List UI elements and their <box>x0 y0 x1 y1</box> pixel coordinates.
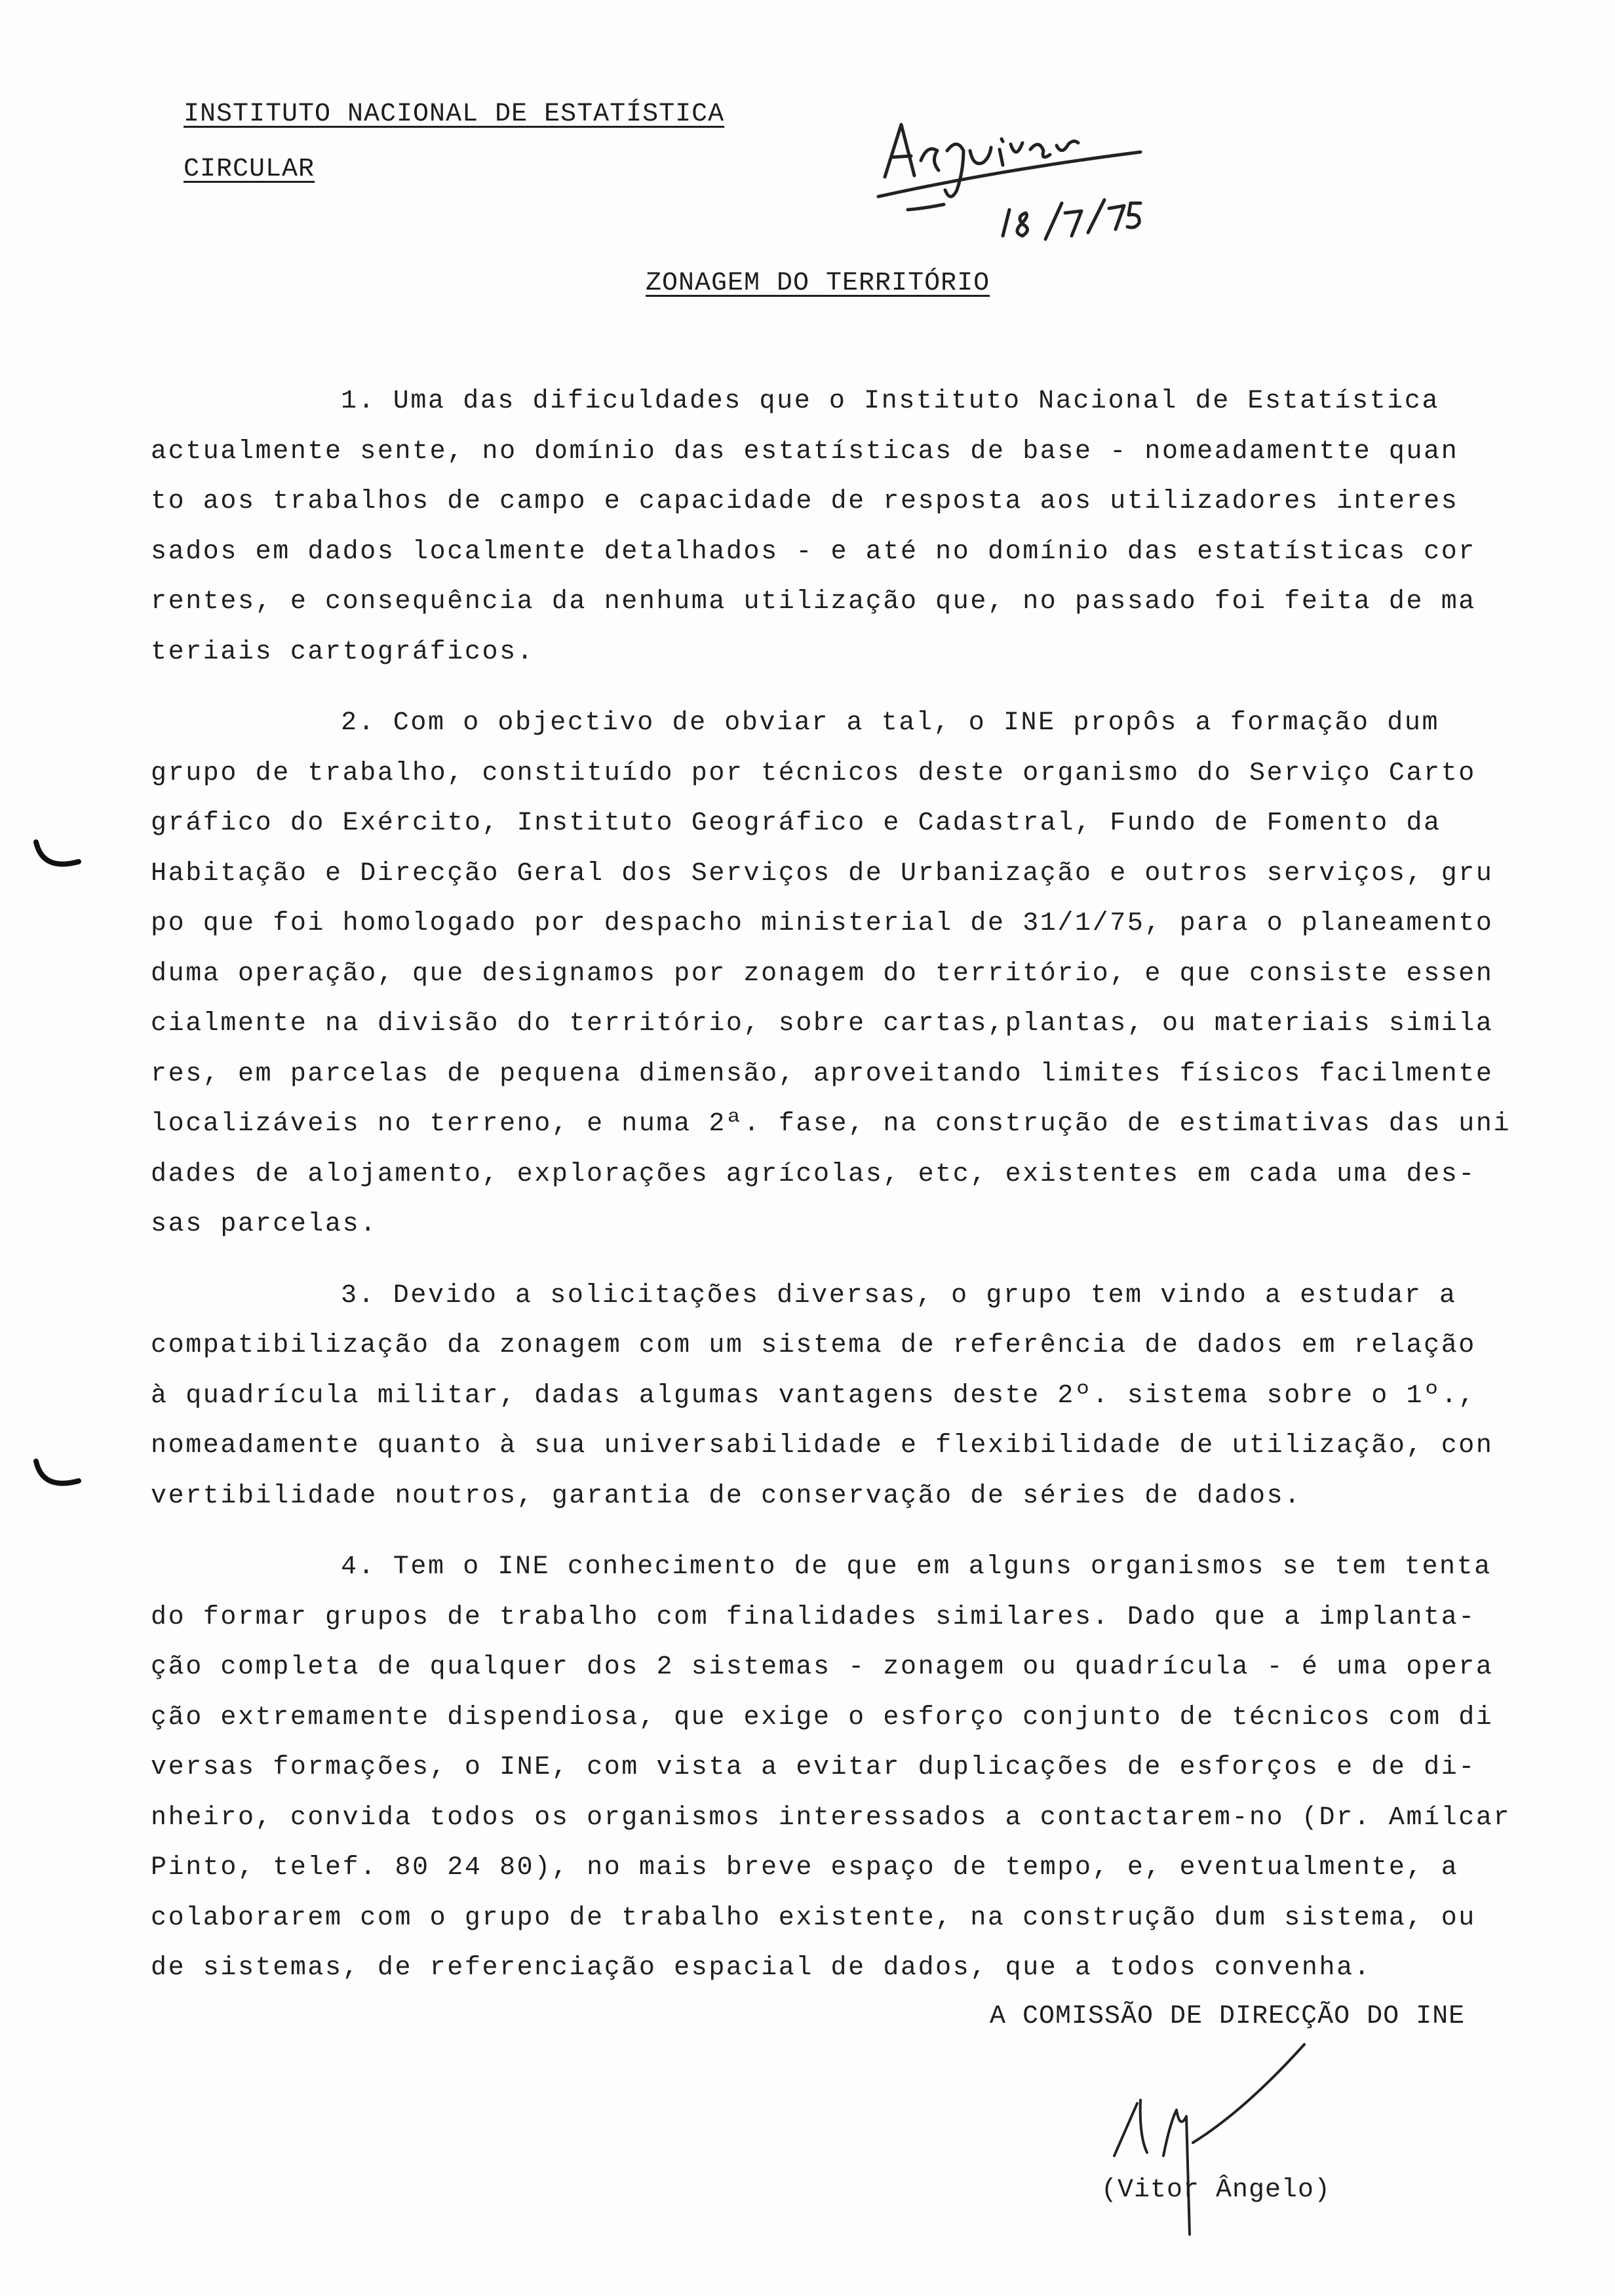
text-line: rentes, e consequência da nenhuma utilização que, no passado foi feita de ma <box>151 587 1476 617</box>
text-line: nomeadamente quanto à sua universabilidade e flexibilidade de utilização, con <box>151 1431 1494 1461</box>
text-line: Pinto, telef. 80 24 80), no mais breve espaço de tempo, e, eventualmente, a <box>151 1853 1459 1883</box>
paragraph-2 <box>151 698 1514 1250</box>
signer-name: (Vitor Ângelo) <box>1101 2175 1331 2205</box>
text-line: grupo de trabalho, constituído por técnicos deste organismo do Serviço Carto <box>151 758 1476 788</box>
institute-heading: INSTITUTO NACIONAL DE ESTATÍSTICA <box>184 100 725 129</box>
text-line: sas parcelas. <box>151 1210 378 1239</box>
text-line: dades de alojamento, explorações agrícolas, etc, existentes em cada uma des- <box>151 1159 1476 1189</box>
paragraph-4 <box>151 1542 1514 1994</box>
text-line: ção extremamente dispendiosa, que exige o esforço conjunto de técnicos com di <box>151 1702 1494 1732</box>
text-line: actualmente sente, no domínio das estatísticas de base - nomeadamentte quan <box>151 436 1459 467</box>
text-line: 1. Uma das dificuldades que o Instituto Nacional de Estatística <box>341 387 1440 416</box>
text-line: sados em dados localmente detalhados - e até no domínio das estatísticas cor <box>151 537 1476 567</box>
paragraph-1 <box>151 377 1514 678</box>
circular-body <box>151 377 1514 1994</box>
text-line: teriais cartográficos. <box>151 637 535 667</box>
closing-line: A COMISSÃO DE DIRECÇÃO DO INE <box>990 2002 1466 2031</box>
text-line: to aos trabalhos de campo e capacidade de resposta aos utilizadores interes <box>151 487 1459 516</box>
text-line: Habitação e Direcção Geral dos Serviços de Urbanização e outros serviços, gru <box>151 858 1494 889</box>
text-line: versas formações, o INE, com vista a evitar duplicações de esforços e de di- <box>151 1753 1476 1782</box>
text-line: ção completa de qualquer dos 2 sistemas - zonagem ou quadrícula - é uma opera <box>151 1653 1494 1682</box>
margin-curve-mark <box>26 835 85 881</box>
text-line: gráfico do Exército, Instituto Geográfico e Cadastral, Fundo de Fomento da <box>151 809 1441 838</box>
handwritten-signature <box>1101 2018 1376 2241</box>
handwritten-annotation <box>865 98 1232 249</box>
text-line: de sistemas, de referenciação espacial de dados, que a todos convenha. <box>151 1953 1372 1983</box>
text-line: 2. Com o objectivo de obviar a tal, o INE propôs a formação dum <box>341 708 1440 738</box>
text-line: po que foi homologado por despacho ministerial de 31/1/75, para o planeamento <box>151 909 1494 938</box>
text-line: cialmente na divisão do território, sobre cartas,plantas, ou materiais simila <box>151 1009 1494 1039</box>
text-line: duma operação, que designamos por zonagem do território, e que consiste essen <box>151 959 1494 989</box>
text-line: localizáveis no terreno, e numa 2ª. fase, na construção de estimativas das uni <box>151 1109 1511 1139</box>
text-line: 3. Devido a solicitações diversas, o grupo tem vindo a estudar a <box>341 1280 1457 1311</box>
document-type-label: CIRCULAR <box>184 155 315 184</box>
margin-curve-mark <box>26 1455 85 1501</box>
paragraph-3 <box>151 1271 1514 1522</box>
text-line: 4. Tem o INE conhecimento de que em alguns organismos se tem tenta <box>341 1552 1492 1582</box>
text-line: à quadrícula militar, dadas algumas vantagens deste 2º. sistema sobre o 1º., <box>151 1381 1476 1411</box>
text-line: colaborarem com o grupo de trabalho existente, na construção dum sistema, ou <box>151 1903 1476 1933</box>
document-title: ZONAGEM DO TERRITÓRIO <box>646 269 990 298</box>
text-line: compatibilização da zonagem com um sistema de referência de dados em relação <box>151 1331 1476 1360</box>
text-line: res, em parcelas de pequena dimensão, aproveitando limites físicos facilmente <box>151 1059 1494 1089</box>
text-line: nheiro, convida todos os organismos interessados a contactarem-no (Dr. Amílcar <box>151 1803 1511 1833</box>
text-line: do formar grupos de trabalho com finalidades similares. Dado que a implanta- <box>151 1602 1476 1632</box>
text-line: vertibilidade noutros, garantia de conservação de séries de dados. <box>151 1481 1302 1511</box>
